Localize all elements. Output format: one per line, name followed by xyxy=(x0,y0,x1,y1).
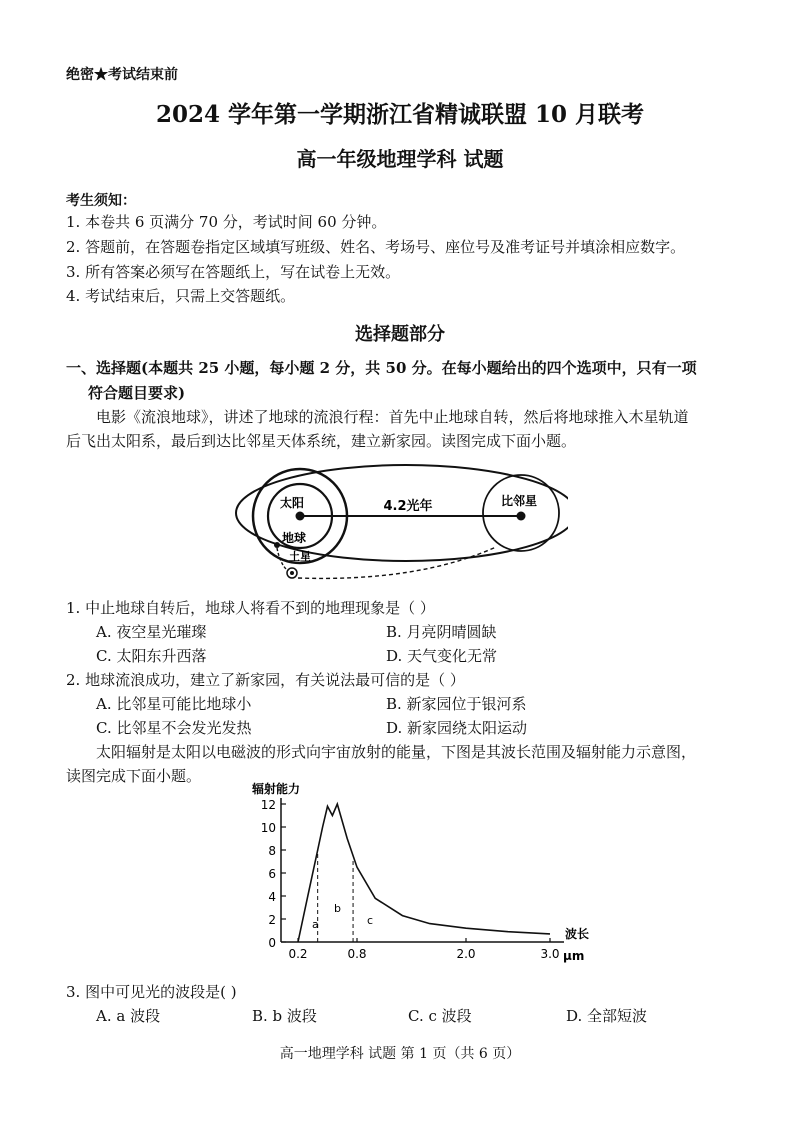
x-tick-label: 0.8 xyxy=(347,947,367,961)
earth-dot xyxy=(274,542,280,548)
x-tick-label: 3.0 xyxy=(540,947,560,961)
notice-item: 3. 所有答案必须写在答题纸上，写在试卷上无效。 xyxy=(66,263,401,281)
q3-option-d: D. 全部短波 xyxy=(566,1007,648,1025)
radiation-chart xyxy=(240,780,600,965)
y-tick-label: 8 xyxy=(268,844,276,858)
q1-option-a: A. 夜空星光璀璨 xyxy=(96,623,207,641)
q3-option-b: B. b 波段 xyxy=(252,1007,317,1025)
proxima-label: 比邻星 xyxy=(501,494,538,508)
x-tick-label: 2.0 xyxy=(456,947,476,961)
y-tick-label: 0 xyxy=(268,936,276,950)
earth-label: 地球 xyxy=(282,531,307,545)
y-tick-label: 2 xyxy=(268,913,276,927)
y-tick-label: 12 xyxy=(260,798,276,812)
notice-item: 4. 考试结束后，只需上交答题纸。 xyxy=(66,287,296,305)
region-b-label: b xyxy=(334,902,341,915)
sun-dot xyxy=(296,512,305,521)
section-instruction: 一、选择题(本题共 25 小题，每小题 2 分，共 50 分。在每小题给出的四个选项中，只有一项 xyxy=(66,359,697,377)
q1-option-b: B. 月亮阴晴圆缺 xyxy=(386,623,497,641)
radiation-curve xyxy=(298,804,550,942)
q2-option-d: D. 新家园绕太阳运动 xyxy=(386,719,528,737)
q2-option-c: C. 比邻星不会发光发热 xyxy=(96,719,252,737)
passage1-line: 后飞出太阳系，最后到达比邻星天体系统，建立新家园。读图完成下面小题。 xyxy=(66,432,577,450)
path-to-proxima xyxy=(298,547,496,578)
section-instruction-cont: 符合题目要求) xyxy=(88,384,186,402)
question-3-stem: 3. 图中可见光的波段是( ) xyxy=(66,983,237,1001)
question-2-stem: 2. 地球流浪成功，建立了新家园，有关说法最可信的是（ ） xyxy=(66,671,465,689)
passage2-line: 太阳辐射是太阳以电磁波的形式向宇宙放射的能量，下图是其波长范围及辐射能力示意图， xyxy=(96,743,697,761)
passage2-line: 读图完成下面小题。 xyxy=(66,767,202,785)
y-tick-label: 4 xyxy=(268,890,276,904)
distance-label: 4.2光年 xyxy=(383,499,433,514)
secret-label: 绝密★考试结束前 xyxy=(66,67,178,83)
proxima-dot xyxy=(517,512,526,521)
jupiter-dot xyxy=(290,571,294,575)
region-c-label: c xyxy=(367,914,374,927)
y-tick-label: 6 xyxy=(268,867,276,881)
passage1-line: 电影《流浪地球》，讲述了地球的流浪行程：首先中止地球自转，然后将地球推入木星轨道 xyxy=(96,408,689,426)
question-1-stem: 1. 中止地球自转后，地球人将看不到的地理现象是（ ） xyxy=(66,599,435,617)
q2-option-a: A. 比邻星可能比地球小 xyxy=(96,695,252,713)
y-axis-label: 辐射能力 xyxy=(252,782,301,796)
q1-option-d: D. 天气变化无常 xyxy=(386,647,498,665)
page-footer: 高一地理学科 试题 第 1 页（共 6 页） xyxy=(279,1046,521,1062)
x-tick-label: 0.2 xyxy=(288,947,308,961)
orbit-diagram xyxy=(228,460,568,595)
q3-option-a: A. a 波段 xyxy=(96,1007,161,1025)
notice-item: 1. 本卷共 6 页满分 70 分，考试时间 60 分钟。 xyxy=(66,213,387,231)
notice-heading: 考生须知： xyxy=(66,193,136,209)
notice-item: 2. 答题前，在答题卷指定区域填写班级、姓名、考场号、座位号及准考证号并填涂相应数字。 xyxy=(66,238,686,256)
exam-title: 2024 学年第一学期浙江省精诚联盟 10 月联考 xyxy=(155,101,645,128)
q2-option-b: B. 新家园位于银河系 xyxy=(386,695,527,713)
region-a-label: a xyxy=(312,918,319,931)
section-title: 选择题部分 xyxy=(355,324,445,345)
sun-label: 太阳 xyxy=(280,496,305,510)
y-tick-label: 10 xyxy=(260,821,276,835)
exam-subtitle: 高一年级地理学科 试题 xyxy=(296,147,504,171)
x-axis-label: 波长 xyxy=(565,927,590,941)
q3-option-c: C. c 波段 xyxy=(408,1007,472,1025)
x-unit-label: μm xyxy=(563,949,585,963)
q1-option-c: C. 太阳东升西落 xyxy=(96,647,207,665)
jupiter-label: 土星 xyxy=(289,550,311,563)
